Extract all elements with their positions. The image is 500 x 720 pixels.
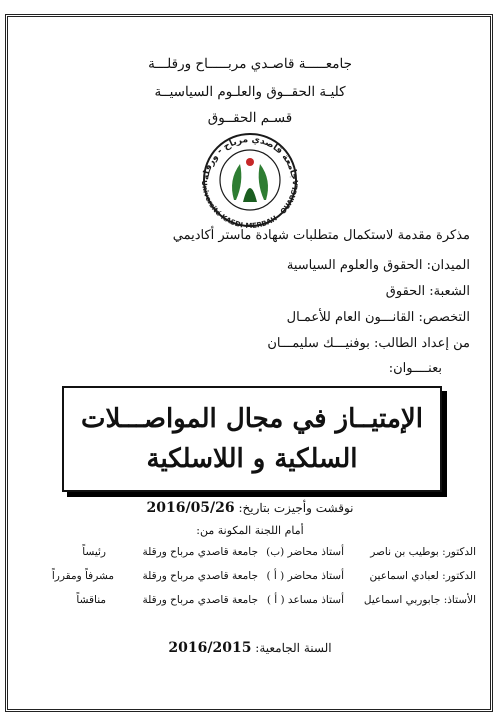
member-role: مناقشاً (76, 594, 106, 606)
academic-year-label: السنة الجامعية: (255, 641, 332, 655)
member-institution: جامعة قاصدي مرباح ورقلة (142, 594, 258, 606)
academic-year-line (0, 640, 500, 656)
member-name: الأستاذ: جابوربي اسماعيل (363, 594, 476, 606)
member-name: الدكتور: لعبادي اسماعين (369, 570, 476, 582)
logo-accent-dot (246, 158, 254, 166)
member-name: الدكتور: بوطيب بن ناصر (370, 546, 476, 558)
faculty-name: كليـة الحقــوق والعلـوم السياسيــة (154, 84, 346, 100)
defense-date-line (0, 500, 500, 516)
member-role: مشرفاً ومقرراً (51, 570, 114, 582)
specialty-line: التخصص: القانـــون العام للأعمـال (286, 310, 470, 325)
thesis-title-line-2: السلكية و اللاسلكية (146, 444, 358, 474)
university-logo (188, 128, 312, 228)
memo-statement: مذكرة مقدمة لاستكمال متطلبات شهادة ماستر أكاديمي (172, 228, 470, 243)
student-line: من إعداد الطالب: بوفنيـــك سليمـــان (267, 336, 470, 351)
member-rank: أستاذ محاضر ( أ ) (266, 570, 344, 582)
field-line: الميدان: الحقوق والعلوم السياسية (286, 258, 470, 273)
titled-label: بعنــــوان: (388, 361, 442, 376)
member-institution: جامعة قاصدي مرباح ورقلة (142, 570, 258, 582)
thesis-title-box (62, 386, 442, 492)
member-rank: أستاذ مساعد ( أ ) (266, 594, 344, 606)
branch-line: الشعبة: الحقوق (385, 284, 470, 299)
academic-year-value: 2016/2015 (168, 640, 252, 656)
thesis-title-line-1: الإمتيــاز في مجال المواصـــلات (81, 404, 423, 434)
university-name: جامعـــــة قاصـدي مربـــــاح ورقلـــة (148, 56, 352, 72)
member-institution: جامعة قاصدي مرباح ورقلة (142, 546, 258, 558)
committee-row (30, 594, 476, 612)
committee-row (30, 546, 476, 564)
member-role: رئيساً (82, 546, 106, 558)
logo-ring-text-fr: Université KASDI-MERBAH - OUARGLA (199, 179, 301, 228)
member-rank: أستاذ محاضر (ب) (266, 546, 344, 558)
department-name: قسـم الحقــوق (207, 110, 293, 126)
defense-date: 2016/05/26 (146, 500, 235, 516)
committee-label: أمام اللجنة المكونة من: (196, 524, 304, 537)
logo-ring-text-ar: جامعة قاصدي مرباح - ورقلة (201, 134, 299, 181)
committee-row (30, 570, 476, 588)
defense-date-label: نوقشت وأجيزت بتاريخ: (238, 501, 354, 515)
